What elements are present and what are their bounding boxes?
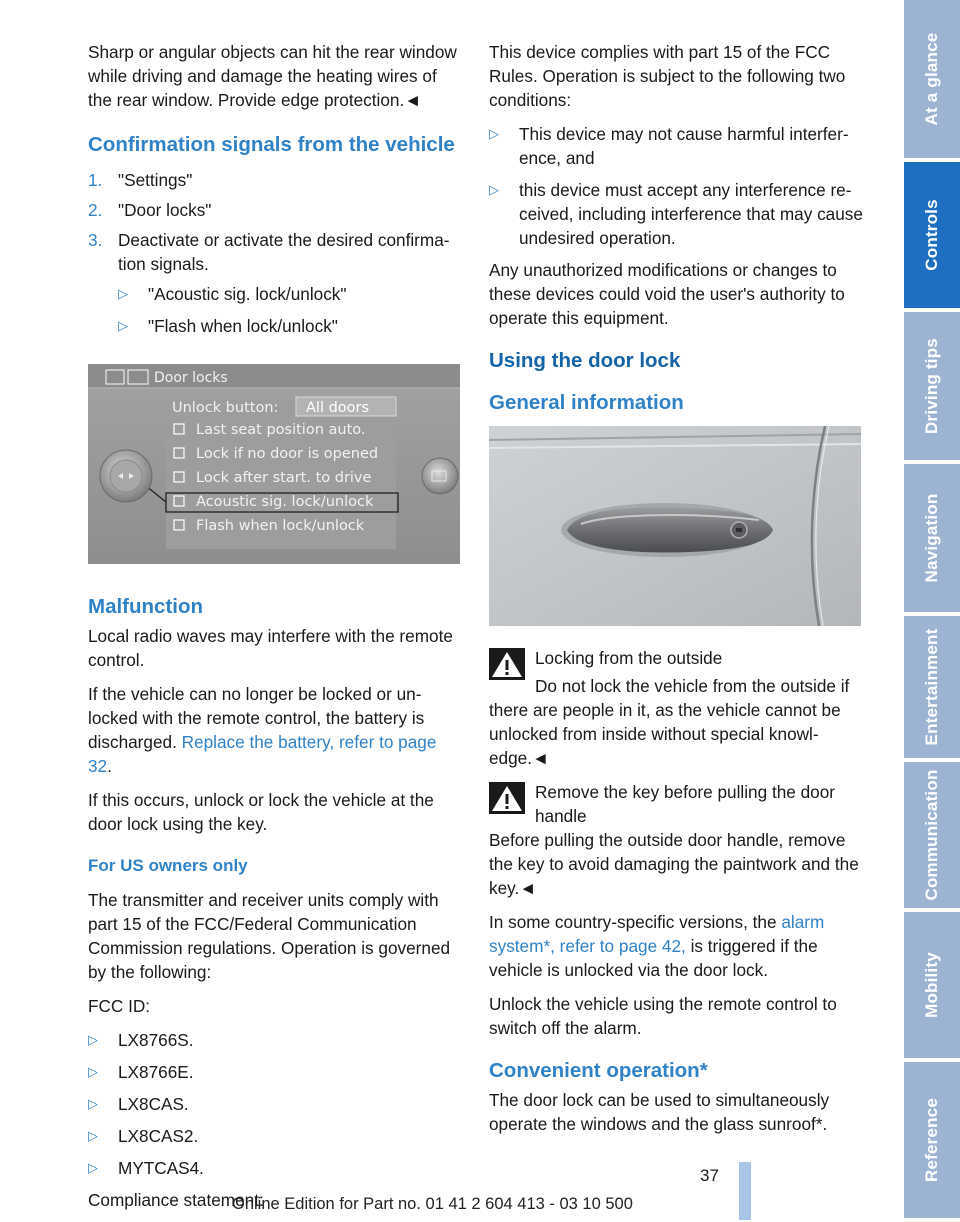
footer-text: Online Edition for Part no. 01 41 2 604 413 - 03 10 500 (232, 1195, 633, 1213)
tab-label: Entertainment (922, 628, 941, 746)
malfunction-paragraph-3: If this occurs, unlock or lock the vehicle at the door lock using the key. (88, 790, 434, 834)
conditions-list (489, 122, 864, 250)
bullet-text: "Acoustic sig. lock/unlock" (148, 284, 347, 304)
door-locks-screen-image (88, 364, 460, 564)
step-text: "Settings" (118, 170, 193, 190)
screen-option: Last seat position auto. (196, 422, 366, 438)
triangle-bullet-icon: ▷ (88, 1096, 98, 1111)
warning-locking-outside (489, 646, 864, 770)
fcc-id-text: LX8766E. (118, 1062, 194, 1082)
triangle-bullet-icon: ▷ (88, 1032, 98, 1047)
step3-bullets (118, 282, 463, 338)
warning-title: Remove the key before pulling the door handle (535, 782, 836, 826)
warning-text: Do not lock the vehicle from the outside if there are people in it, as the vehicle cannot be unlocked from inside without special knowl-edge.◄ (489, 676, 850, 768)
fcc-id-label: FCC ID: (88, 996, 151, 1016)
switch-off-alarm-paragraph: Unlock the vehicle using the remote control to switch off the alarm. (489, 994, 837, 1038)
alarm-system-link[interactable]: alarm system*, refer to page 42, (489, 912, 825, 956)
condition-text: This device may not cause harmful interfer-ence, and (519, 124, 849, 168)
tab-communication[interactable] (904, 762, 960, 912)
screen-option: Flash when lock/unlock (196, 518, 365, 534)
screen-unlock-label: Unlock button: (172, 400, 279, 416)
period-text: . (107, 756, 112, 776)
page-number: 37 (700, 1166, 719, 1185)
tab-entertainment[interactable] (904, 616, 960, 762)
step-number: 2. (88, 200, 103, 220)
tab-label: At a glance (922, 32, 941, 126)
us-owners-paragraph: The transmitter and receiver units comply with part 15 of the FCC/Federal Communication Commission regulations. Operation is governed by the following: (88, 890, 451, 982)
fcc-id-text: MYTCAS4. (118, 1158, 204, 1178)
fcc-id-item (88, 1060, 463, 1084)
warning-remove-key (489, 780, 864, 900)
triangle-bullet-icon: ▷ (118, 318, 128, 333)
tab-label: Driving tips (922, 338, 941, 434)
step-item (88, 198, 463, 222)
triangle-bullet-icon: ▷ (489, 182, 499, 197)
fcc-id-item (88, 1028, 463, 1052)
screen-option: Acoustic sig. lock/unlock (196, 494, 374, 510)
tab-navigation[interactable] (904, 464, 960, 616)
tab-controls[interactable] (904, 162, 960, 312)
modifications-paragraph: Any unauthorized modifications or changes to these devices could void the user's authority to operate this equipment. (489, 260, 845, 328)
door-handle-graphic (489, 426, 861, 626)
bullet-item (118, 282, 463, 306)
warning-text: Before pulling the outside door handle, remove the key to avoid damaging the paintwork and the key.◄ (489, 830, 859, 898)
confirmation-heading: Confirmation signals from the vehicle (88, 133, 455, 156)
left-column (88, 40, 463, 1222)
screen-option: Lock if no door is opened (196, 446, 379, 462)
step-item (88, 168, 463, 192)
fcc-id-item (88, 1124, 463, 1148)
triangle-bullet-icon: ▷ (489, 126, 499, 141)
tab-label: Mobility (922, 952, 941, 1018)
fcc-rules-paragraph: This device complies with part 15 of the FCC Rules. Operation is subject to the following two conditions: (489, 42, 846, 110)
step-item (88, 228, 463, 338)
fcc-id-text: LX8CAS. (118, 1094, 189, 1114)
screen-title: Door locks (154, 370, 228, 386)
bullet-text: "Flash when lock/unlock" (148, 316, 338, 336)
tab-label: Communication (922, 769, 941, 901)
fcc-id-list (88, 1028, 463, 1180)
condition-item (489, 178, 864, 250)
tab-label: Navigation (922, 493, 941, 583)
alarm-text-end: is triggered if the vehicle is unlocked via the door lock. (489, 936, 818, 980)
warning-title: Locking from the outside (535, 648, 723, 668)
chapter-sidebar (904, 0, 960, 1222)
door-handle-image (489, 426, 861, 626)
fcc-id-text: LX8CAS2. (118, 1126, 199, 1146)
battery-page-link[interactable]: Replace the battery, refer to page 32 (88, 732, 437, 776)
malfunction-text: If the vehicle can no longer be locked or un-locked with the remote control, the battery is discharged. (88, 684, 425, 752)
alarm-paragraph (489, 910, 864, 982)
tab-driving-tips[interactable] (904, 312, 960, 464)
screen-unlock-value: All doors (306, 400, 370, 416)
compliance-label: Compliance statement: (88, 1190, 264, 1210)
right-column (489, 40, 864, 1146)
intro-paragraph: Sharp or angular objects can hit the rear window while driving and damage the heating wires of the rear window. Provide edge protection.◄ (88, 42, 457, 110)
triangle-bullet-icon: ▷ (88, 1128, 98, 1143)
warning-triangle-icon (489, 782, 525, 814)
tab-label: Controls (922, 199, 941, 271)
alarm-text: In some country-specific versions, the (489, 912, 777, 932)
malfunction-heading: Malfunction (88, 595, 204, 618)
condition-text: this device must accept any interference re-ceived, including interference that may cause undesired operation. (519, 180, 863, 248)
fcc-id-item (88, 1156, 463, 1180)
fcc-id-item (88, 1092, 463, 1116)
triangle-bullet-icon: ▷ (88, 1160, 98, 1175)
steps-list (88, 168, 463, 338)
using-door-lock-heading: Using the door lock (489, 349, 681, 372)
triangle-bullet-icon: ▷ (88, 1064, 98, 1079)
convenient-operation-paragraph: The door lock can be used to simultaneously operate the windows and the glass sunroof*. (489, 1090, 830, 1134)
convenient-operation-heading: Convenient operation* (489, 1059, 708, 1082)
screen-graphic (88, 364, 460, 564)
malfunction-paragraph-1: Local radio waves may interfere with the remote control. (88, 626, 453, 670)
step-text: "Door locks" (118, 200, 212, 220)
step-text: Deactivate or activate the desired confirma-tion signals. (118, 230, 450, 274)
tab-at-a-glance[interactable] (904, 0, 960, 162)
tab-mobility[interactable] (904, 912, 960, 1062)
us-owners-heading: For US owners only (88, 856, 248, 875)
condition-item (489, 122, 864, 170)
step-number: 3. (88, 230, 103, 250)
screen-option: Lock after start. to drive (196, 470, 372, 486)
warning-triangle-icon (489, 648, 525, 680)
page-number-bar (739, 1162, 751, 1220)
triangle-bullet-icon: ▷ (118, 286, 128, 301)
tab-label: Reference (922, 1097, 941, 1183)
bullet-item (118, 314, 463, 338)
fcc-id-text: LX8766S. (118, 1030, 194, 1050)
malfunction-paragraph-2 (88, 682, 463, 778)
general-information-heading: General information (489, 391, 684, 414)
tab-reference[interactable] (904, 1062, 960, 1222)
step-number: 1. (88, 170, 103, 190)
